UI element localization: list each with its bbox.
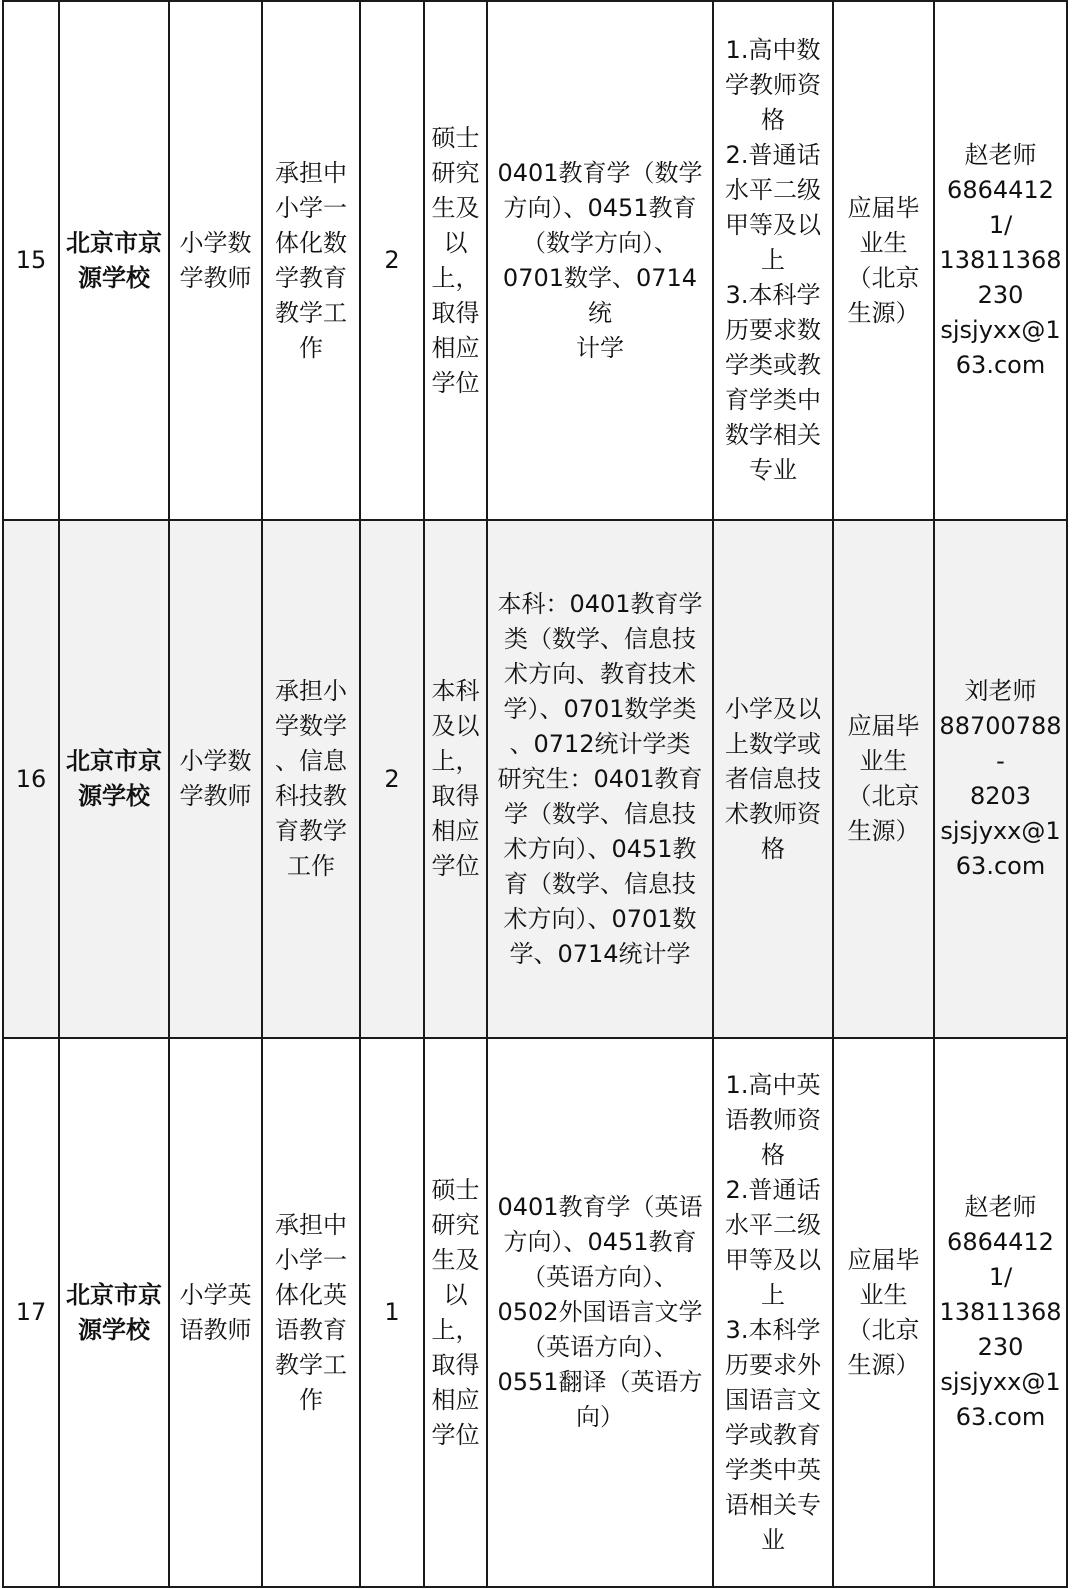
headcount-cell: 2 [360, 520, 424, 1038]
requirement-cell: 1.高中英 语教师资 格 2.普通话 水平二级 甲等及以 上 3.本科学 历要求外 国语言文 学或教育 学类中英 语相关专 业 [713, 1038, 833, 1587]
duty-cell: 承担中 小学一 体化数 学教育 教学工 作 [262, 1, 360, 520]
degree-cell: 硕士 研究 生及 以 上， 取得 相应 学位 [424, 1038, 487, 1587]
duty-cell: 承担中 小学一 体化英 语教育 教学工 作 [262, 1038, 360, 1587]
table-row [3, 1038, 1067, 1587]
contact-cell: 赵老师 68644121/ 13811368 230 sjsjyxx@1 63.com [934, 1, 1067, 520]
position-cell: 小学数 学教师 [169, 520, 262, 1038]
source-cell: 应届毕 业生 （北京 生源） [833, 1038, 934, 1587]
requirement-cell: 小学及以 上数学或 者信息技 术教师资 格 [713, 520, 833, 1038]
table-row [3, 520, 1067, 1038]
source-cell: 应届毕 业生 （北京 生源） [833, 520, 934, 1038]
duty-cell: 承担小 学数学 、信息 科技教 育教学 工作 [262, 520, 360, 1038]
school-cell: 北京市京 源学校 [59, 520, 169, 1038]
requirement-cell: 1.高中数 学教师资 格 2.普通话 水平二级 甲等及以 上 3.本科学 历要求数 学类或教 育学类中 数学相关 专业 [713, 1, 833, 520]
recruitment-table [2, 0, 1068, 1588]
school-cell: 北京市京 源学校 [59, 1, 169, 520]
headcount-cell: 1 [360, 1038, 424, 1587]
source-cell: 应届毕 业生 （北京 生源） [833, 1, 934, 520]
row-number-cell: 16 [3, 520, 59, 1038]
major-cell: 本科：0401教育学 类（数学、信息技 术方向、教育技术 学）、0701数学类 、0712统计学类 研究生：0401教育 学（数学、信息技 术方向）、0451教 育（数学、信息技 术方向）、0701数 学、0714统计学 [487, 520, 713, 1038]
major-cell: 0401教育学（数学 方向）、0451教育 （数学方向）、 0701数学、0714统 计学 [487, 1, 713, 520]
contact-cell: 刘老师 88700788- 8203 sjsjyxx@1 63.com [934, 520, 1067, 1038]
degree-cell: 本科 及以 上， 取得 相应 学位 [424, 520, 487, 1038]
position-cell: 小学数 学教师 [169, 1, 262, 520]
row-number-cell: 15 [3, 1, 59, 520]
contact-cell: 赵老师 68644121/ 13811368 230 sjsjyxx@1 63.com [934, 1038, 1067, 1587]
table-row [3, 1, 1067, 520]
degree-cell: 硕士 研究 生及 以 上， 取得 相应 学位 [424, 1, 487, 520]
headcount-cell: 2 [360, 1, 424, 520]
row-number-cell: 17 [3, 1038, 59, 1587]
position-cell: 小学英 语教师 [169, 1038, 262, 1587]
school-cell: 北京市京 源学校 [59, 1038, 169, 1587]
major-cell: 0401教育学（英语 方向）、0451教育 （英语方向）、 0502外国语言文学 （英语方向）、 0551翻译（英语方 向） [487, 1038, 713, 1587]
